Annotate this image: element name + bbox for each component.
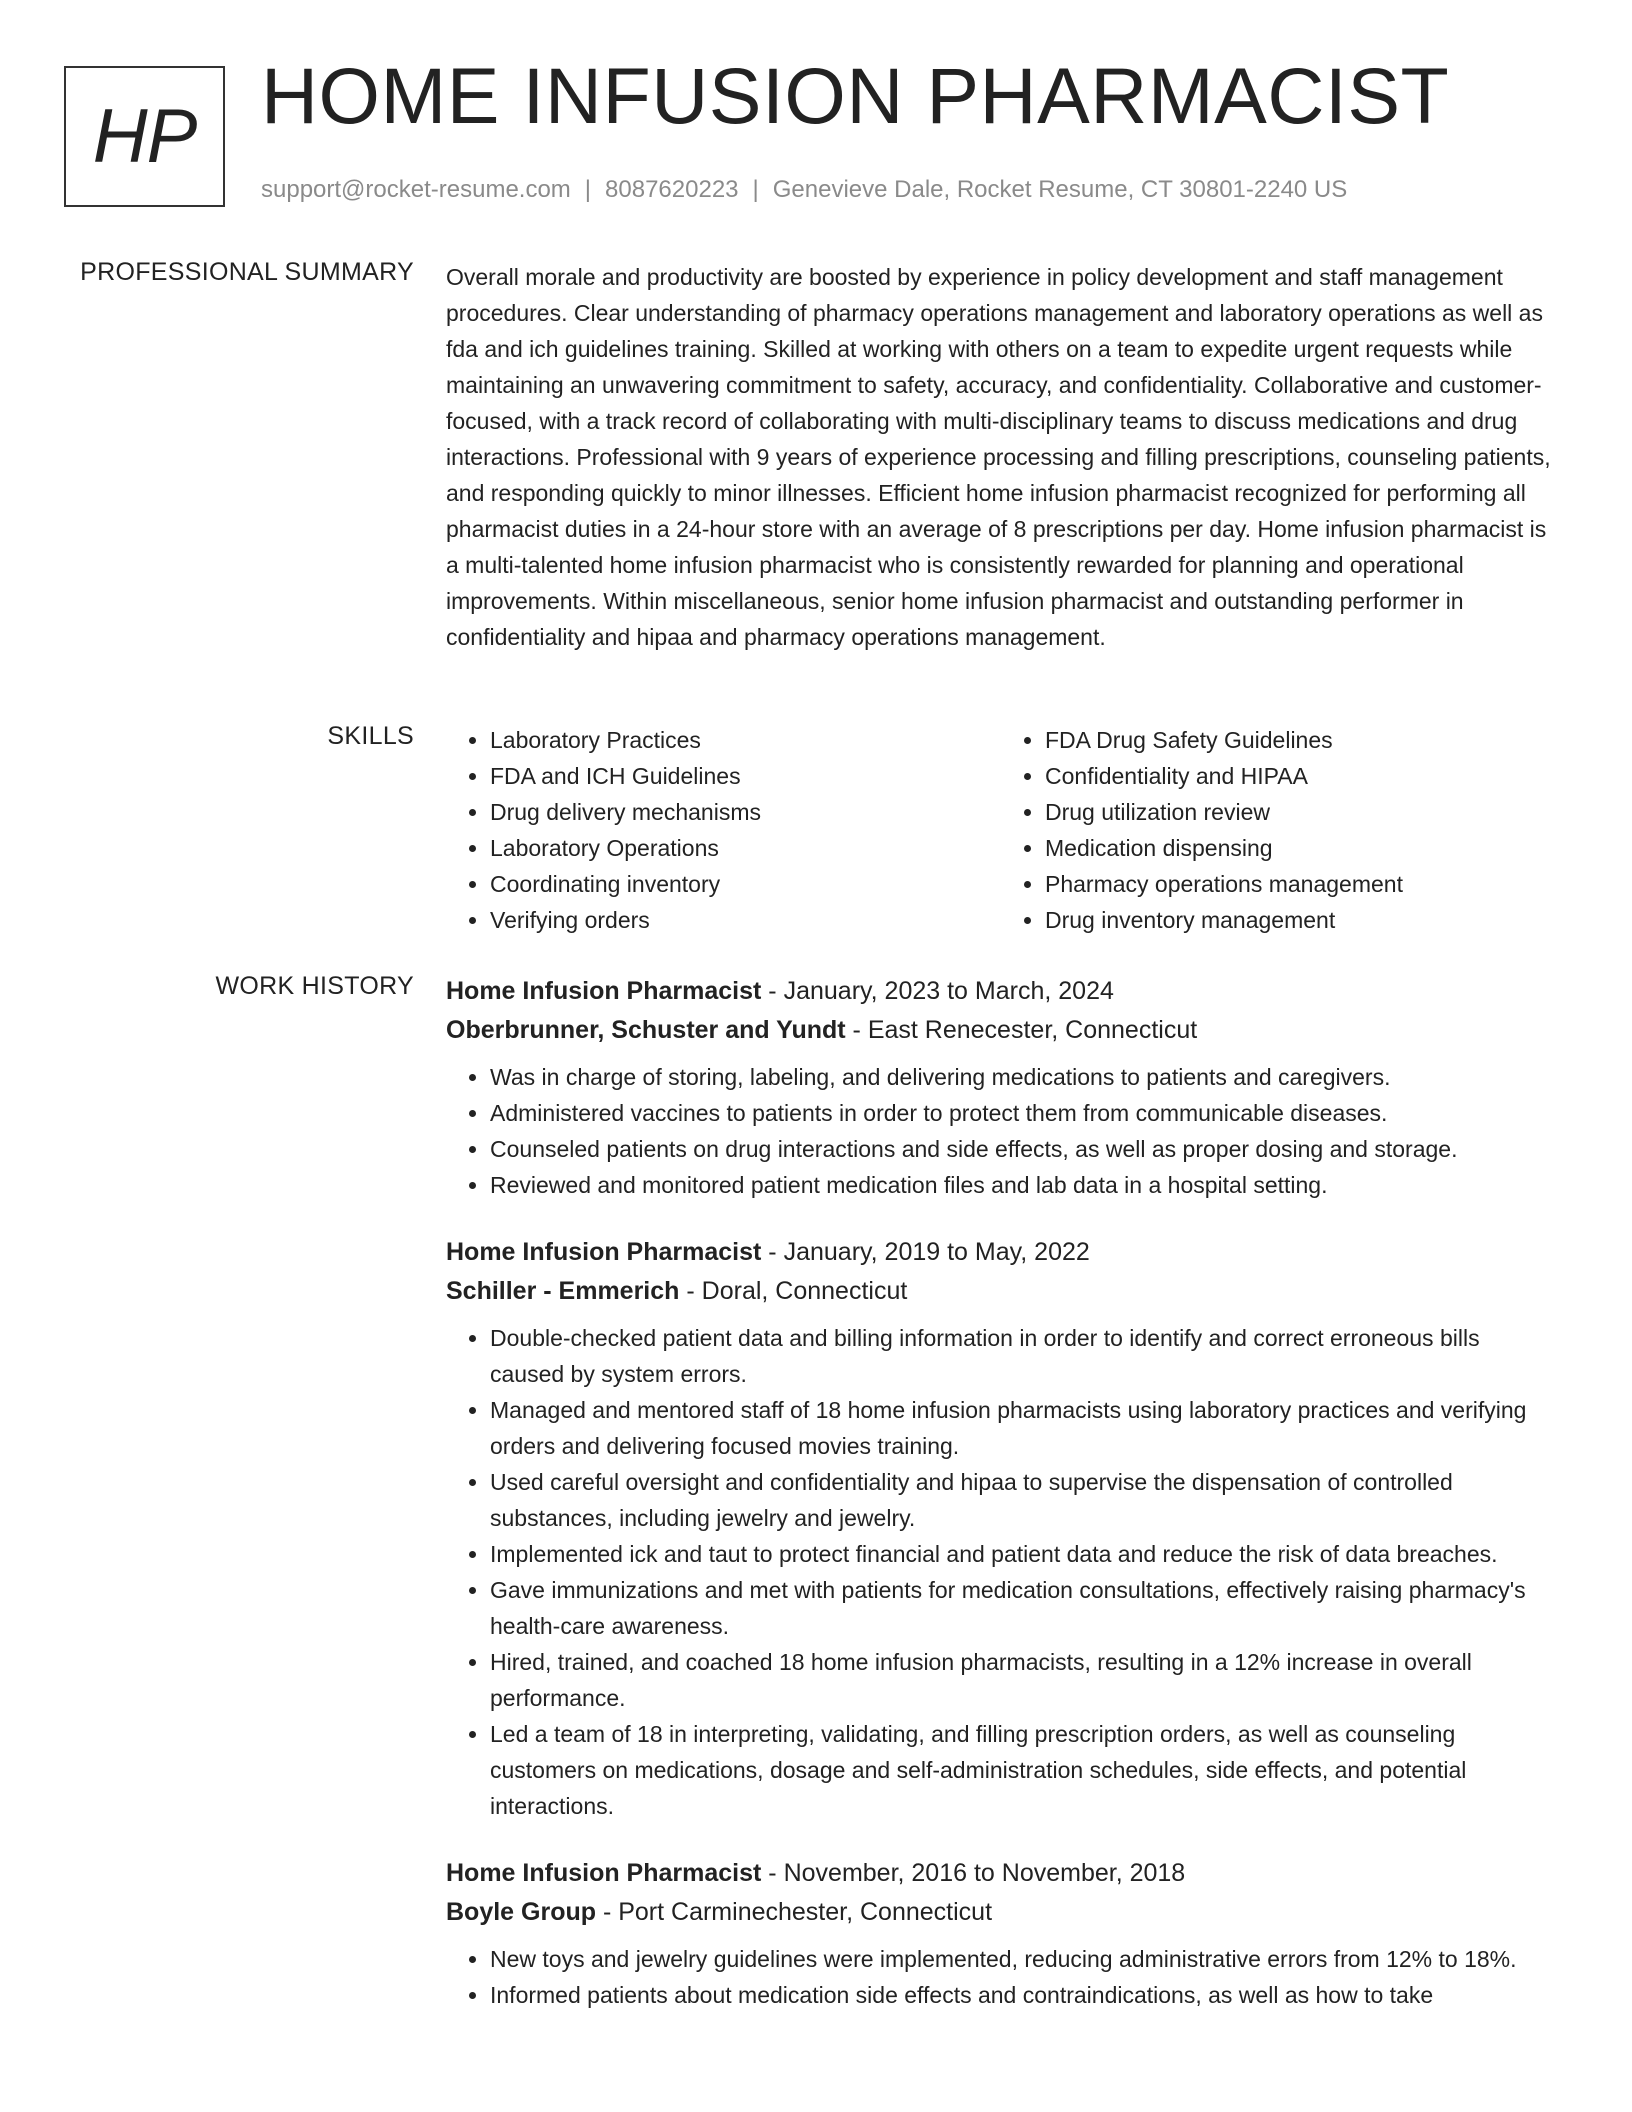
job-bullet: • Informed patients about medication side effects and contraindications, as well as how to take — [490, 1977, 1556, 2013]
work-history-body — [446, 972, 1556, 2043]
skill-item: • Medication dispensing — [1045, 830, 1556, 866]
job-dates: - November, 2016 to November, 2018 — [761, 1859, 1186, 1887]
job-entry — [446, 1233, 1556, 1824]
skill-item: • Drug inventory management — [1045, 902, 1556, 938]
job-bullet: • Was in charge of storing, labeling, and delivering medications to patients and caregivers. — [490, 1059, 1556, 1095]
monogram-initials: HP — [92, 94, 197, 179]
resume-header — [0, 0, 1632, 230]
job-bullet: • Administered vaccines to patients in order to protect them from communicable diseases. — [490, 1095, 1556, 1131]
job-title-line — [446, 1854, 1556, 1893]
job-bullet: • Double-checked patient data and billing information in order to identify and correct erroneous bills caused by system errors. — [490, 1320, 1556, 1392]
skill-item: • Laboratory Operations — [490, 830, 1001, 866]
skill-item: • Coordinating inventory — [490, 866, 1001, 902]
job-bullet: • Reviewed and monitored patient medication files and lab data in a hospital setting. — [490, 1167, 1556, 1203]
skill-item: • Pharmacy operations management — [1045, 866, 1556, 902]
skills-list-right — [1001, 722, 1556, 938]
job-bullets — [446, 1320, 1556, 1824]
job-company-line — [446, 1011, 1556, 1050]
job-bullets — [446, 1059, 1556, 1203]
job-title: Home Infusion Pharmacist — [446, 1238, 762, 1266]
skills-list-left — [446, 722, 1001, 938]
skill-item: • FDA Drug Safety Guidelines — [1045, 722, 1556, 758]
job-entry — [446, 972, 1556, 1203]
job-title: Home Infusion Pharmacist — [446, 1859, 762, 1887]
job-company-line — [446, 1272, 1556, 1311]
skill-item: • FDA and ICH Guidelines — [490, 758, 1001, 794]
job-title-line — [446, 972, 1556, 1011]
job-dates: - January, 2019 to May, 2022 — [761, 1238, 1090, 1266]
job-bullet: • Led a team of 18 in interpreting, validating, and filling prescription orders, as well as counseling customers on medications, dosage and self-administration schedules, side effects, and potential interactions. — [490, 1716, 1556, 1824]
job-dates: - January, 2023 to March, 2024 — [761, 977, 1114, 1005]
skills-heading: SKILLS — [327, 722, 414, 750]
contact-line — [261, 176, 1347, 204]
skills-body — [446, 722, 1556, 938]
skill-item: • Laboratory Practices — [490, 722, 1001, 758]
contact-phone[interactable]: 8087620223 — [605, 176, 739, 203]
job-title: Home Infusion Pharmacist — [446, 977, 762, 1005]
job-bullet: • Counseled patients on drug interactions and side effects, as well as proper dosing and storage. — [490, 1131, 1556, 1167]
job-bullet: • Hired, trained, and coached 18 home infusion pharmacists, resulting in a 12% increase in overall performance. — [490, 1644, 1556, 1716]
job-bullet: • Gave immunizations and met with patients for medication consultations, effectively raising pharmacy's health-care awareness. — [490, 1572, 1556, 1644]
job-bullet: • Implemented ick and taut to protect financial and patient data and reduce the risk of data breaches. — [490, 1536, 1556, 1572]
job-company: Oberbrunner, Schuster and Yundt — [446, 1016, 846, 1044]
summary-text: Overall morale and productivity are boosted by experience in policy development and staff management procedures. Clear understanding of pharmacy operations management and laboratory operations as well as fda and ich guidelines training. Skilled at working with others on a team to expedite urgent requests while maintaining an unwavering commitment to safety, accuracy, and confidentiality. Collaborative and customer-focused, with a track record of collaborating with multi-disciplinary teams to discuss medications and drug interactions. Professional with 9 years of experience processing and filling prescriptions, counseling patients, and responding quickly to minor illnesses. Efficient home infusion pharmacist recognized for performing all pharmacist duties in a 24-hour store with an average of 8 prescriptions per day. Home infusion pharmacist is a multi-talented home infusion pharmacist who is consistently rewarded for planning and operational improvements. Within miscellaneous, senior home infusion pharmacist and outstanding performer in confidentiality and hipaa and pharmacy operations management. — [446, 264, 1551, 650]
summary-heading: PROFESSIONAL SUMMARY — [80, 258, 414, 286]
skill-item: • Drug utilization review — [1045, 794, 1556, 830]
summary-body — [446, 259, 1556, 655]
skill-item: • Confidentiality and HIPAA — [1045, 758, 1556, 794]
job-location: - East Renecester, Connecticut — [845, 1016, 1198, 1044]
monogram-box — [64, 66, 225, 207]
skill-item: • Drug delivery mechanisms — [490, 794, 1001, 830]
work-history-heading: WORK HISTORY — [215, 972, 414, 1000]
job-company: Boyle Group — [446, 1898, 597, 1926]
job-bullets — [446, 1941, 1556, 2013]
job-company: Schiller - Emmerich — [446, 1277, 680, 1305]
job-entry — [446, 1854, 1556, 2013]
job-bullet: • Managed and mentored staff of 18 home infusion pharmacists using laboratory practices and verifying orders and delivering focused movies training. — [490, 1392, 1556, 1464]
contact-email[interactable]: support@rocket-resume.com — [261, 176, 571, 203]
contact-address: Genevieve Dale, Rocket Resume, CT 30801-2240 US — [772, 176, 1348, 203]
contact-separator: | — [584, 176, 592, 203]
contact-separator: | — [752, 176, 759, 203]
job-location: - Doral, Connecticut — [679, 1277, 908, 1305]
skill-item: • Verifying orders — [490, 902, 1001, 938]
job-title-line — [446, 1233, 1556, 1272]
job-bullet: • New toys and jewelry guidelines were implemented, reducing administrative errors from 12% to 18%. — [490, 1941, 1556, 1977]
job-location: - Port Carminechester, Connecticut — [596, 1898, 993, 1926]
job-company-line — [446, 1893, 1556, 1932]
resume-name: HOME INFUSION PHARMACIST — [261, 51, 1450, 140]
job-bullet: • Used careful oversight and confidentiality and hipaa to supervise the dispensation of controlled substances, including jewelry and jewelry. — [490, 1464, 1556, 1536]
